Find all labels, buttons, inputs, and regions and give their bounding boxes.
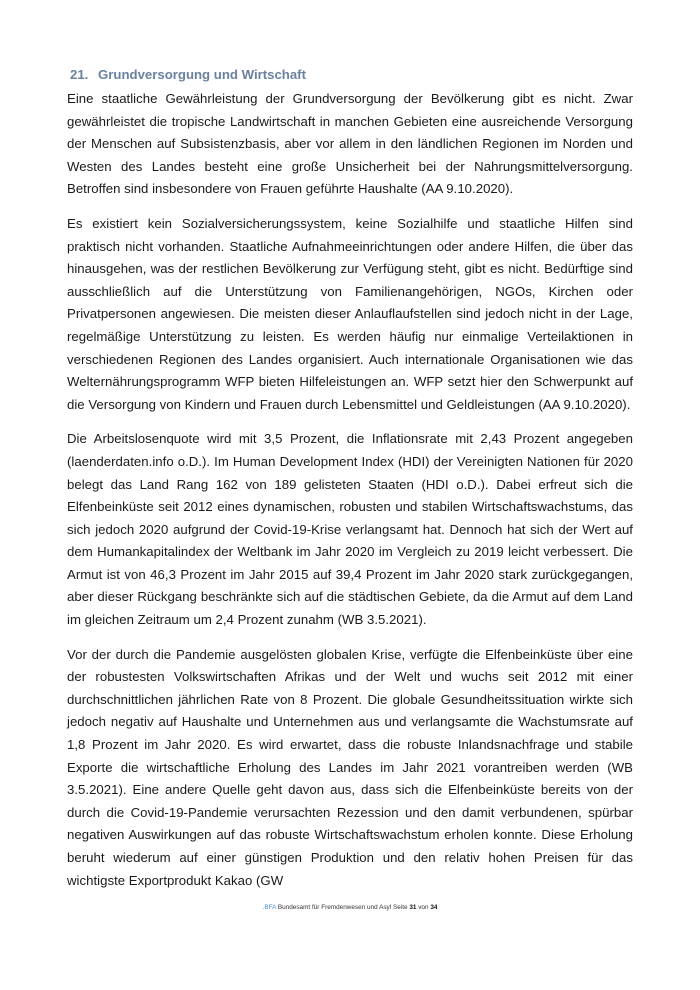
section-title: Grundversorgung und Wirtschaft <box>98 67 306 82</box>
paragraph-basic-supply: Eine staatliche Gewährleistung der Grundversorgung der Bevölkerung gibt es nicht. Zwar gewährleistet die tropische Landwirtschaft in manchen Gebieten eine ausreichende Versorgung der Menschen auf Subsistenzbasis, aber vor allem in den ländlichen Regionen im Norden und Westen des Landes besteht eine große Unsicherheit bei der Nahrungsmittelversorgung. Betroffen sind insbesondere von Frauen geführte Haushalte (AA 9.10.2020). <box>67 91 633 197</box>
footer-organization: Bundesamt für Fremdenwesen und Asyl <box>277 904 392 911</box>
section-number: 21. <box>70 67 89 82</box>
paragraph-social-security: Es existiert kein Sozialversicherungssystem, keine Sozialhilfe und staatliche Hilfen sind praktisch nicht vorhanden. Staatliche Aufnahmeeinrichtungen oder andere Hilfen, die über das hinausgehen, was der restlichen Bevölkerung zur Verfügung steht, gibt es nicht. Bedürftige sind ausschließlich auf die Unterstützung von Familienangehörigen, NGOs, Kirchen oder Privatpersonen angewiesen. Die meisten dieser Anlauflaufstellen sind jedoch nicht in der Lage, regelmäßige Unterstützung zu leisten. Es werden häufig nur einmalige Verteilaktionen in verschiedenen Regionen des Landes organisiert. Auch internationale Organisationen wie das Welternährungsprogramm WFP bieten Hilfeleistungen an. WFP setzt hier den Schwerpunkt auf die Versorgung von Kindern und Frauen durch Lebensmittel und Geldleistungen (AA 9.10.2020). <box>67 215 633 412</box>
paragraph-economic-growth: Vor der durch die Pandemie ausgelösten globalen Krise, verfügte die Elfenbeinküste über eine der robustesten Volkswirtschaften Afrikas und der Welt und wuchs seit 2012 mit einer durchschnittlichen jährlichen Rate von 8 Prozent. Die globale Gesundheitssituation wirkte sich jedoch negativ auf Haushalte und Unternehmen aus und verlangsamte die Wachstumsrate auf 1,8 Prozent im Jahr 2020. Es wird erwartet, dass die robuste Inlandsnachfrage und stabile Exporte die wirtschaftliche Erholung des Landes im Jahr 2021 vorantreiben werden (WB 3.5.2021). Eine andere Quelle geht davon aus, dass sich die Elfenbeinküste bereits von der durch die Covid-19-Pandemie verursachten Rezession und den damit verbundenen, spürbar negativen Auswirkungen auf das robuste Wirtschaftswachstum erholen konnte. Diese Erholung beruht wiederum auf einer günstigen Produktion und den relativ hohen Preisen für das wichtigste Exportprodukt Kakao (GW <box>67 646 633 888</box>
footer-page-separator: von <box>418 904 429 911</box>
document-page <box>67 66 633 904</box>
footer-page-total: 34 <box>430 904 438 911</box>
section-heading <box>70 66 633 84</box>
paragraph-economic-indicators: Die Arbeitslosenquote wird mit 3,5 Prozent, die Inflationsrate mit 2,43 Prozent angegeben (laenderdaten.info o.D.). Im Human Development Index (HDI) der Vereinigten Nationen für 2020 belegt das Land Rang 162 von 189 gelisteten Staaten (HDI o.D.). Dabei erfreut sich die Elfenbeinküste seit 2012 eines dynamischen, robusten und stabilen Wirtschaftswachstums, das sich jedoch 2020 aufgrund der Covid-19-Krise verlangsamt hat. Dennoch hat sich der Wert auf dem Humankapitalindex der Weltbank im Jahr 2020 im Vergleich zu 2019 leicht verbessert. Die Armut ist von 46,3 Prozent im Jahr 2015 auf 39,4 Prozent im Jahr 2020 stark zurückgegangen, aber dieser Rückgang beschränkte sich auf die städtischen Gebiete, da die Armut auf dem Land im gleichen Zeitraum um 2,4 Prozent zunahm (WB 3.5.2021). <box>67 431 633 628</box>
footer-page-label: Seite <box>392 904 408 911</box>
page-footer <box>0 904 700 911</box>
footer-page-current: 31 <box>409 904 417 911</box>
footer-brand-logo: .BFA <box>262 904 277 911</box>
